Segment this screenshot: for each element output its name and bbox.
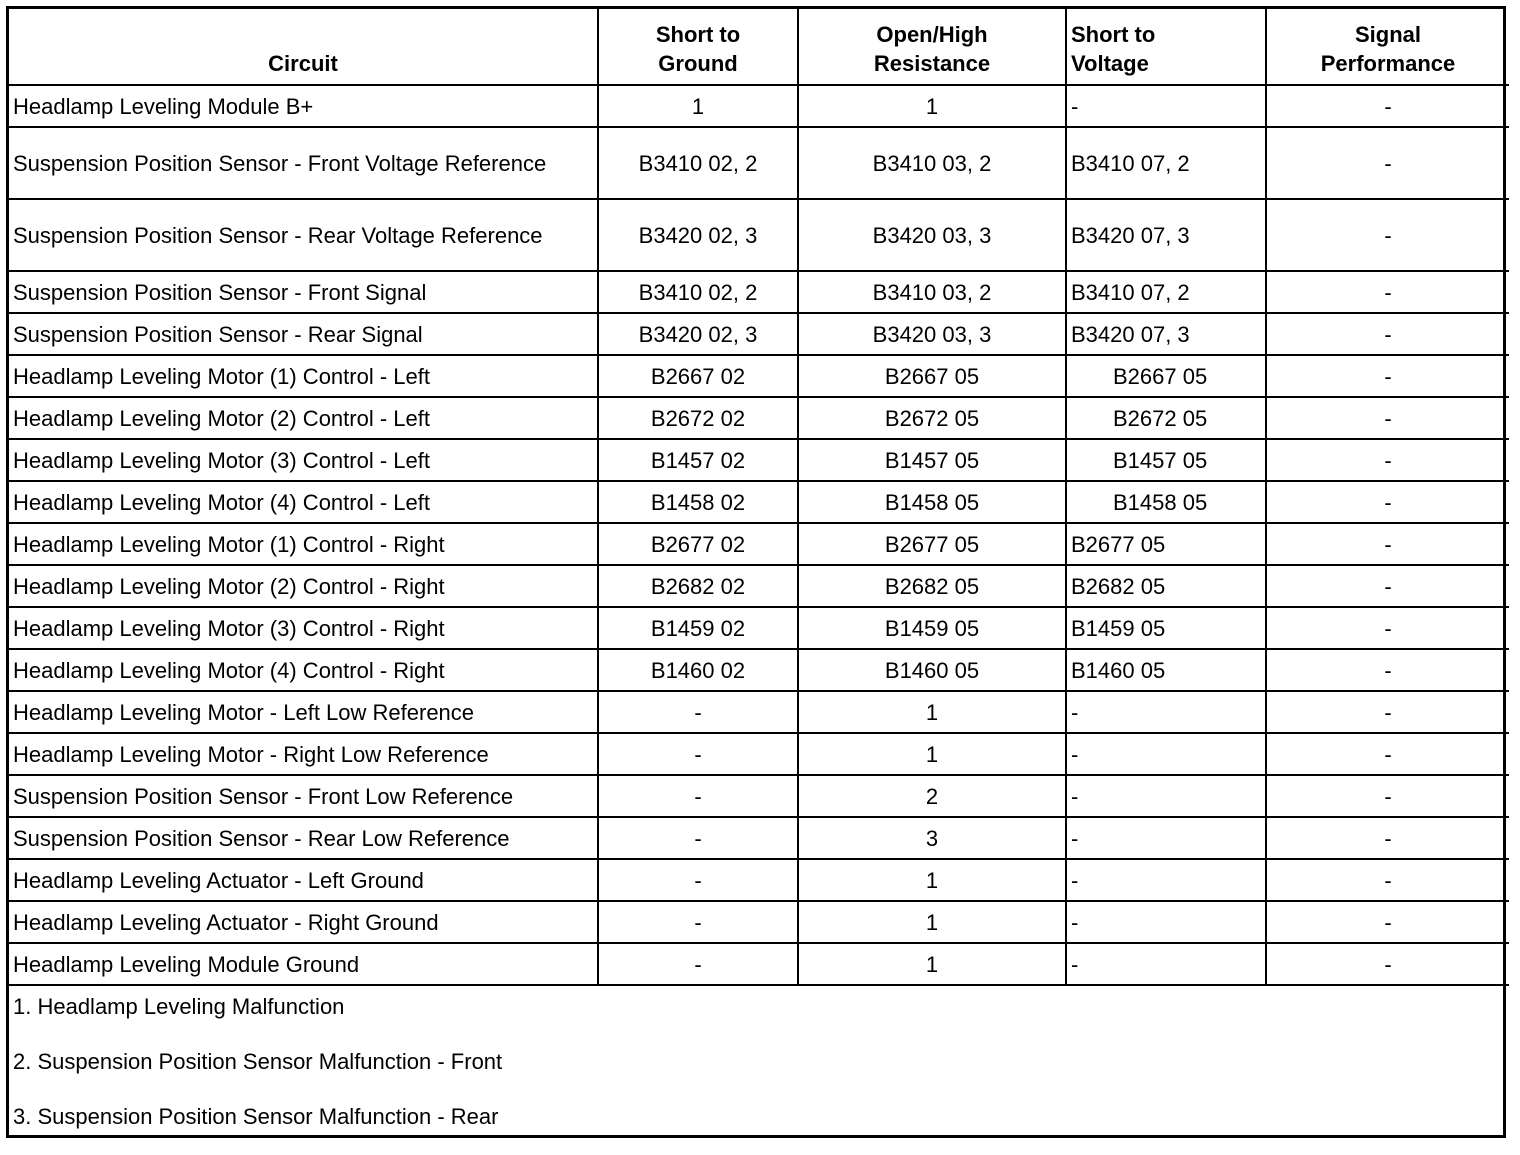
cell-signal-performance: - — [1266, 127, 1509, 199]
header-row — [9, 9, 1509, 85]
cell-short-to-ground: B1458 02 — [598, 481, 798, 523]
cell-short-to-voltage: - — [1066, 775, 1266, 817]
cell-short-to-voltage: B2682 05 — [1066, 565, 1266, 607]
table-row — [9, 817, 1509, 859]
cell-short-to-ground: B3410 02, 2 — [598, 127, 798, 199]
cell-short-to-ground: 1 — [598, 85, 798, 127]
table-row — [9, 649, 1509, 691]
cell-open-high-resistance: B3420 03, 3 — [798, 313, 1066, 355]
cell-open-high-resistance: B2682 05 — [798, 565, 1066, 607]
cell-circuit: Suspension Position Sensor - Front Voltage Reference — [9, 127, 598, 199]
header-open-high-resistance: Open/High Resistance — [798, 9, 1066, 85]
cell-short-to-ground: B2682 02 — [598, 565, 798, 607]
cell-signal-performance: - — [1266, 355, 1509, 397]
cell-short-to-voltage: B3410 07, 2 — [1066, 127, 1266, 199]
cell-signal-performance: - — [1266, 313, 1509, 355]
table-row — [9, 313, 1509, 355]
cell-short-to-voltage: B1458 05 — [1066, 481, 1266, 523]
cell-circuit: Headlamp Leveling Motor (2) Control - Right — [9, 565, 598, 607]
header-circuit: Circuit — [9, 9, 598, 85]
cell-short-to-voltage: - — [1066, 817, 1266, 859]
cell-open-high-resistance: B1457 05 — [798, 439, 1066, 481]
cell-circuit: Suspension Position Sensor - Front Low Reference — [9, 775, 598, 817]
cell-short-to-voltage: B1460 05 — [1066, 649, 1266, 691]
footnote-1: 1. Headlamp Leveling Malfunction — [13, 994, 345, 1019]
header-signal-performance: Signal Performance — [1266, 9, 1509, 85]
cell-circuit: Headlamp Leveling Motor (2) Control - Left — [9, 397, 598, 439]
cell-signal-performance: - — [1266, 859, 1509, 901]
cell-short-to-voltage: B3420 07, 3 — [1066, 313, 1266, 355]
cell-open-high-resistance: B1460 05 — [798, 649, 1066, 691]
cell-signal-performance: - — [1266, 775, 1509, 817]
table-row — [9, 127, 1509, 199]
cell-open-high-resistance: 3 — [798, 817, 1066, 859]
cell-open-high-resistance: B2677 05 — [798, 523, 1066, 565]
cell-signal-performance: - — [1266, 817, 1509, 859]
cell-short-to-ground: - — [598, 943, 798, 985]
header-short-to-voltage: Short to Voltage — [1066, 9, 1266, 85]
footnotes — [9, 986, 1503, 1155]
cell-open-high-resistance: 1 — [798, 901, 1066, 943]
cell-signal-performance: - — [1266, 943, 1509, 985]
cell-short-to-voltage: B2677 05 — [1066, 523, 1266, 565]
cell-circuit: Headlamp Leveling Actuator - Right Ground — [9, 901, 598, 943]
table-row — [9, 943, 1509, 985]
cell-short-to-ground: B2667 02 — [598, 355, 798, 397]
cell-short-to-ground: - — [598, 733, 798, 775]
cell-circuit: Headlamp Leveling Motor (3) Control - Right — [9, 607, 598, 649]
cell-short-to-ground: B3420 02, 3 — [598, 199, 798, 271]
cell-signal-performance: - — [1266, 481, 1509, 523]
cell-short-to-voltage: B2672 05 — [1066, 397, 1266, 439]
cell-open-high-resistance: 1 — [798, 85, 1066, 127]
cell-short-to-voltage: - — [1066, 733, 1266, 775]
cell-circuit: Headlamp Leveling Motor - Left Low Reference — [9, 691, 598, 733]
header-short-to-ground: Short to Ground — [598, 9, 798, 85]
table-row — [9, 775, 1509, 817]
cell-signal-performance: - — [1266, 397, 1509, 439]
cell-short-to-ground: B3420 02, 3 — [598, 313, 798, 355]
cell-circuit: Headlamp Leveling Motor (4) Control - Left — [9, 481, 598, 523]
cell-short-to-voltage: - — [1066, 691, 1266, 733]
cell-short-to-ground: - — [598, 775, 798, 817]
cell-circuit: Headlamp Leveling Actuator - Left Ground — [9, 859, 598, 901]
cell-signal-performance: - — [1266, 523, 1509, 565]
cell-short-to-voltage: B1457 05 — [1066, 439, 1266, 481]
cell-open-high-resistance: 2 — [798, 775, 1066, 817]
table-row — [9, 565, 1509, 607]
cell-signal-performance: - — [1266, 199, 1509, 271]
cell-circuit: Headlamp Leveling Motor (3) Control - Left — [9, 439, 598, 481]
table-row — [9, 901, 1509, 943]
cell-open-high-resistance: B3420 03, 3 — [798, 199, 1066, 271]
cell-circuit: Suspension Position Sensor - Rear Low Reference — [9, 817, 598, 859]
cell-short-to-voltage: - — [1066, 943, 1266, 985]
cell-short-to-ground: - — [598, 691, 798, 733]
cell-signal-performance: - — [1266, 439, 1509, 481]
table-body — [9, 85, 1509, 985]
cell-short-to-ground: - — [598, 859, 798, 901]
table-row — [9, 481, 1509, 523]
cell-circuit: Headlamp Leveling Motor - Right Low Reference — [9, 733, 598, 775]
cell-circuit: Headlamp Leveling Motor (1) Control - Right — [9, 523, 598, 565]
cell-short-to-voltage: B1459 05 — [1066, 607, 1266, 649]
cell-signal-performance: - — [1266, 271, 1509, 313]
cell-signal-performance: - — [1266, 691, 1509, 733]
cell-short-to-ground: B1460 02 — [598, 649, 798, 691]
cell-signal-performance: - — [1266, 565, 1509, 607]
footnote-3: 3. Suspension Position Sensor Malfunction - Rear — [13, 1104, 499, 1129]
circuit-fault-table — [9, 9, 1509, 986]
cell-short-to-ground: B2677 02 — [598, 523, 798, 565]
table-row — [9, 733, 1509, 775]
cell-circuit: Headlamp Leveling Motor (1) Control - Left — [9, 355, 598, 397]
cell-signal-performance: - — [1266, 733, 1509, 775]
cell-open-high-resistance: B1458 05 — [798, 481, 1066, 523]
table-row — [9, 523, 1509, 565]
cell-short-to-voltage: - — [1066, 901, 1266, 943]
cell-open-high-resistance: 1 — [798, 733, 1066, 775]
cell-circuit: Suspension Position Sensor - Rear Signal — [9, 313, 598, 355]
cell-short-to-ground: B1459 02 — [598, 607, 798, 649]
cell-signal-performance: - — [1266, 649, 1509, 691]
cell-open-high-resistance: B3410 03, 2 — [798, 271, 1066, 313]
cell-open-high-resistance: 1 — [798, 859, 1066, 901]
cell-circuit: Headlamp Leveling Motor (4) Control - Right — [9, 649, 598, 691]
cell-open-high-resistance: B1459 05 — [798, 607, 1066, 649]
cell-short-to-ground: B3410 02, 2 — [598, 271, 798, 313]
cell-open-high-resistance: 1 — [798, 691, 1066, 733]
table-row — [9, 397, 1509, 439]
cell-short-to-ground: B1457 02 — [598, 439, 798, 481]
table-row — [9, 85, 1509, 127]
cell-signal-performance: - — [1266, 901, 1509, 943]
cell-short-to-voltage: B2667 05 — [1066, 355, 1266, 397]
table-row — [9, 355, 1509, 397]
cell-open-high-resistance: B2667 05 — [798, 355, 1066, 397]
table-row — [9, 439, 1509, 481]
table-row — [9, 607, 1509, 649]
cell-short-to-voltage: B3410 07, 2 — [1066, 271, 1266, 313]
cell-open-high-resistance: B3410 03, 2 — [798, 127, 1066, 199]
cell-circuit: Suspension Position Sensor - Rear Voltage Reference — [9, 199, 598, 271]
cell-open-high-resistance: B2672 05 — [798, 397, 1066, 439]
table-row — [9, 271, 1509, 313]
cell-signal-performance: - — [1266, 607, 1509, 649]
table-row — [9, 691, 1509, 733]
cell-open-high-resistance: 1 — [798, 943, 1066, 985]
cell-short-to-ground: B2672 02 — [598, 397, 798, 439]
cell-circuit: Headlamp Leveling Module B+ — [9, 85, 598, 127]
table-row — [9, 199, 1509, 271]
cell-short-to-ground: - — [598, 901, 798, 943]
cell-circuit: Suspension Position Sensor - Front Signal — [9, 271, 598, 313]
cell-short-to-voltage: B3420 07, 3 — [1066, 199, 1266, 271]
cell-circuit: Headlamp Leveling Module Ground — [9, 943, 598, 985]
table-row — [9, 859, 1509, 901]
dtc-circuit-table-sheet — [6, 6, 1506, 1138]
cell-signal-performance: - — [1266, 85, 1509, 127]
cell-short-to-voltage: - — [1066, 85, 1266, 127]
cell-short-to-ground: - — [598, 817, 798, 859]
footnote-2: 2. Suspension Position Sensor Malfunction - Front — [13, 1049, 503, 1074]
cell-short-to-voltage: - — [1066, 859, 1266, 901]
